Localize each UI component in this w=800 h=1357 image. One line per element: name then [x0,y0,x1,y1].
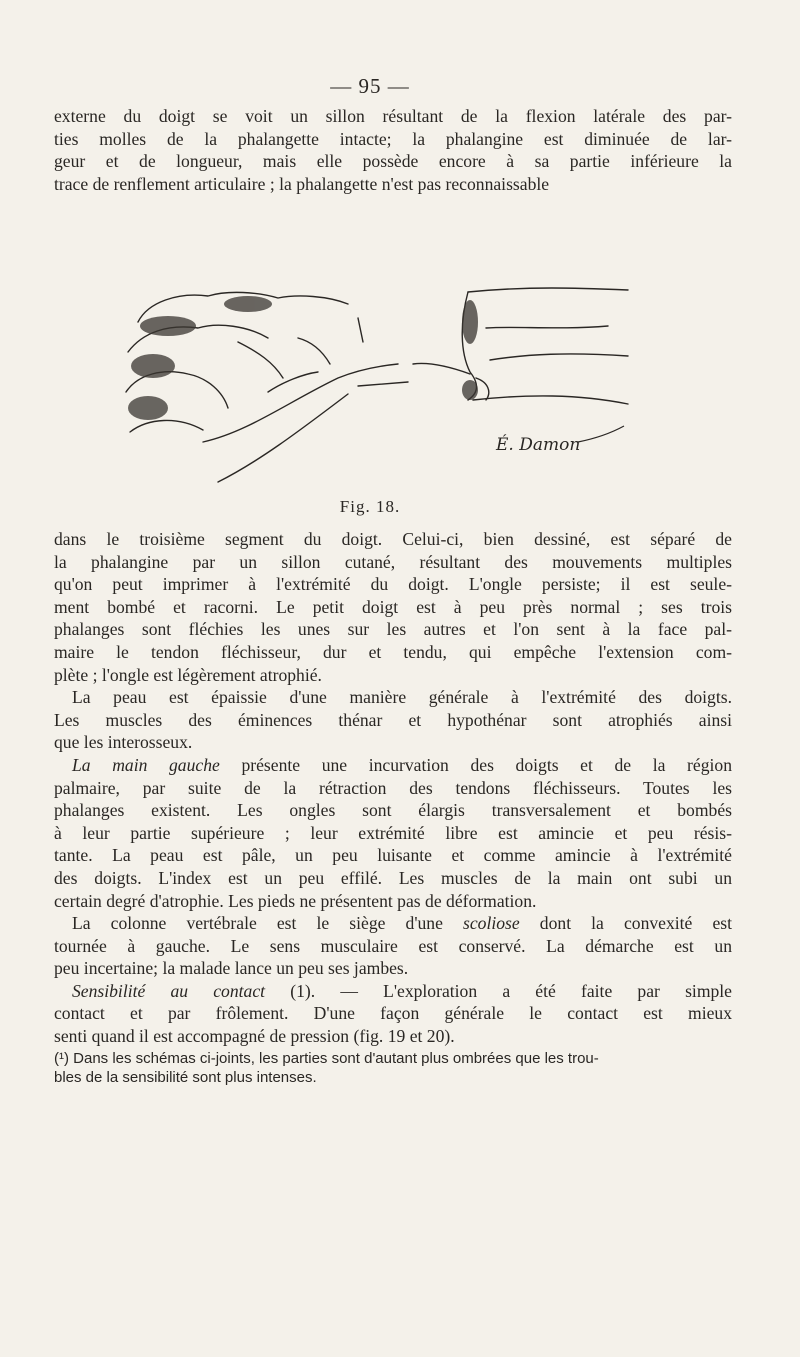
text-line: phalanges existent. Les ongles sont élargis transversalement et bombés [54,800,732,821]
text-line: senti quand il est accompagné de pression (fig. 19 et 20). [54,1026,455,1047]
text-line: ties molles de la phalangette intacte; la phalangine est diminuée de lar- [54,128,732,149]
italic-term: La main gauche [72,754,220,775]
text-line: la phalangine par un sillon cutané, résultant des mouvements multiples [54,551,732,572]
hand-shading [128,396,168,420]
hand-shading [131,354,175,378]
text-line [54,754,732,777]
page-number: — 95 — [330,74,410,98]
text-span: dont la convexité est [519,913,732,934]
text-line: trace de renflement articulaire ; la phalangette n'est pas reconnaissable [54,173,550,194]
signature-flourish [578,426,624,442]
text-line: certain degré d'atrophie. Les pieds ne présentent pas de déformation. [54,890,537,911]
artist-signature: É. Damon [496,435,581,455]
footnote-line: (¹) Dans les schémas ci-joints, les parties sont d'autant plus ombrées que les trou- [54,1050,599,1067]
intro-paragraph [54,105,732,195]
body-text [54,528,732,1048]
italic-term: scoliose [463,913,520,934]
text-line: ment bombé et racorni. Le petit doigt est à peu près normal ; ses trois [54,596,732,617]
text-line: tante. La peau est pâle, un peu luisante et comme amincie à l'extrémité [54,845,732,866]
hand-shading [224,296,272,312]
hand-knuckle-outline [130,420,203,432]
italic-term: Sensibilité au contact [72,980,266,1001]
text-line: Les muscles des éminences thénar et hypothénar sont atrophiés ainsi [54,709,732,730]
footnote-line: bles de la sensibilité sont plus intenses. [54,1069,317,1086]
text-line: La peau est épaissie d'une manière générale à l'extrémité des doigts. [72,687,732,708]
hand-finger-line [358,382,408,386]
text-line: tournée à gauche. Le sens musculaire est conservé. La démarche est un [54,935,732,956]
text-span: (1). — L'exploration a été faite par simple [265,980,732,1001]
text-line: externe du doigt se voit un sillon résultant de la flexion latérale des par- [54,106,732,126]
text-line: dans le troisième segment du doigt. Celui-ci, bien dessiné, est séparé de [54,529,732,549]
hand-finger-outline [413,363,470,374]
hand-shading [462,380,478,400]
hand-finger-outline [490,354,628,360]
hand-finger-line [268,372,318,392]
text-line: geur et de longueur, mais elle possède encore à sa partie inférieure la [54,151,732,172]
text-line: palmaire, par suite de la rétraction des tendons fléchisseurs. Toutes les [54,777,732,798]
hand-finger-outline [468,288,628,292]
text-line: à leur partie supérieure ; leur extrémité libre est amincie et peu résis- [54,822,732,843]
text-line: plète ; l'ongle est légèrement atrophié. [54,664,322,685]
footnote [54,1049,730,1087]
hand-shading [462,300,478,344]
text-span: La colonne vertébrale est le siège d'une [72,913,464,934]
text-span: présente une incurvation des doigts et de la région [219,754,732,775]
hand-sketch-figure [108,282,648,487]
text-line: qu'on peut imprimer à l'extrémité du doigt. L'ongle persiste; il est seule- [54,574,732,595]
text-line: que les interosseux. [54,732,193,753]
hand-finger-outline [486,326,608,328]
hand-shading [140,316,196,336]
text-line: phalanges sont fléchies les unes sur les autres et l'on sent à la face pal- [54,619,732,640]
text-line: des doigts. L'index est un peu effilé. Les muscles de la main ont subi un [54,867,732,888]
hand-finger-line [298,338,330,364]
hand-finger-line [238,342,283,378]
text-line: maire le tendon fléchisseur, dur et tendu, qui empêche l'extension com- [54,641,732,662]
text-line [54,980,732,1003]
text-line: peu incertaine; la malade lance un peu ses jambes. [54,958,409,979]
hand-finger-outline [473,396,628,404]
hand-finger-line [358,318,363,342]
text-line [54,912,732,935]
text-line: contact et par frôlement. D'une façon générale le contact est mieux [54,1003,732,1024]
figure-caption: Fig. 18. [339,497,401,516]
